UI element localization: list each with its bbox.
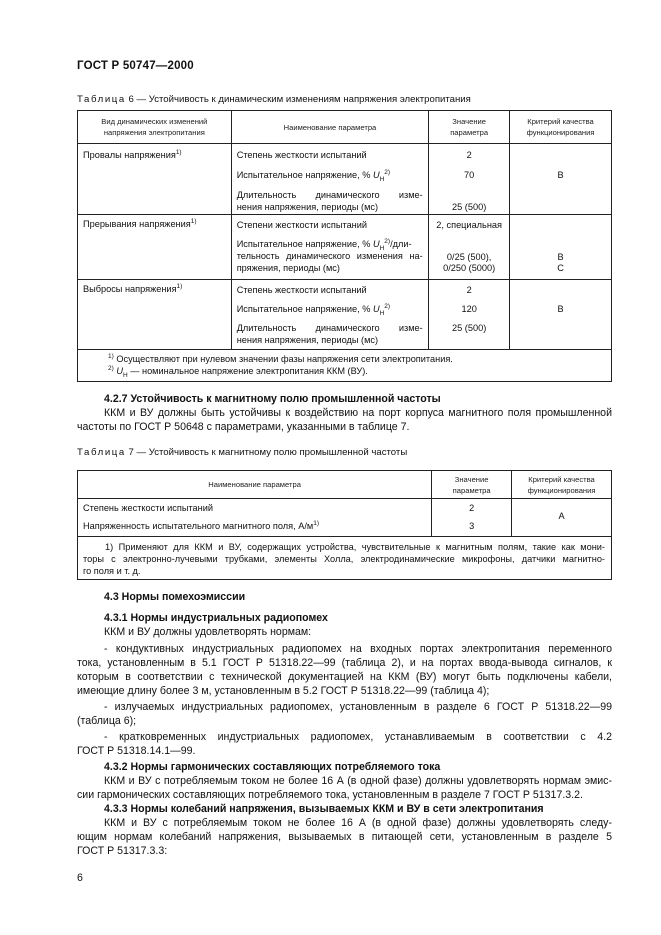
table7-caption-word: Таблица — [77, 447, 126, 458]
table6-header-criterion: Критерий качества функционирования — [510, 111, 612, 144]
table6 — [77, 110, 612, 382]
table6-param-cell: Степень жесткости испытаний Испытательное напряжение, % $U_Н^{2)}$ Длительность динамического изме- нения напряжения, периоды (мс) — [231, 280, 429, 350]
document-header: ГОСТ Р 50747—2000 — [77, 60, 194, 72]
table6-footnotes-row — [78, 350, 612, 382]
section-4-3-3-title: 4.3.3 Нормы колебаний напряжения, вызываемых ККМ и ВУ в сети электропитания — [104, 803, 544, 815]
table6-row-interruptions — [78, 215, 612, 280]
table6-header-row — [78, 111, 612, 144]
table7-caption-text: 7 — Устойчивость к магнитному полю промышленной частоты — [128, 447, 408, 458]
table6-param-cell: Степени жесткости испытаний Испытательное напряжение, % $U_Н^{2)}/дли-$ тельность динамического изменения на- пряжения, периоды (мс) — [231, 215, 429, 280]
bullet1-line2: тока, установленным в 5.1 ГОСТ Р 51318.22—99 (таблица 2), и на портах ввода-вывода сигналов, к — [77, 657, 612, 669]
section-4-3-2-line1: ККМ и ВУ с потребляемым током не более 16 А (в одной фазе) должны удовлетворять нормам эмис- — [104, 775, 612, 787]
table7-caption — [77, 447, 407, 458]
section-4-3-2-line2: сии гармонических составляющих потребляемого тока, установленным в разделе 7 ГОСТ Р 51317.3.2. — [77, 789, 583, 801]
table7-header-row — [78, 471, 612, 499]
table6-value-cell: 2 120 25 (500) — [429, 280, 510, 350]
bullet3-line1: - кратковременных индустриальных радиопомех, устанавливаемым в соответствии с 4.2 — [104, 731, 612, 743]
table7-param-cell: Степень жесткости испытаний Напряженность испытательного магнитного поля, $А/м^{1)}$ — [78, 499, 432, 537]
table6-criterion-cell: В — [510, 144, 612, 215]
table7-criterion-cell: А — [512, 499, 612, 537]
section-4-3-3-line1: ККМ и ВУ с потребляемым током не более 16 А (в одной фазе) должны удовлетворять следу- — [104, 817, 612, 829]
section-4-2-7-line2: частоты по ГОСТ Р 50648 с параметрами, указанными в таблице 7. — [77, 421, 410, 433]
table6-header-param: Наименование параметра — [231, 111, 429, 144]
bullet1-line3: которым в соответствии с технической документацией на ККМ (ВУ) могут быть подключены кабели, — [77, 671, 612, 683]
table6-caption — [77, 94, 471, 105]
section-4-2-7-title: 4.2.7 Устойчивость к магнитному полю промышленной частоты — [104, 393, 441, 405]
table6-value-cell: 2, специальная 0/25 (500), 0/250 (5000) — [429, 215, 510, 280]
page-number: 6 — [77, 872, 83, 884]
bullet2-line2: (таблица 6); — [77, 715, 137, 727]
bullet1-line4: имеющие длину более 3 м, установленным в 5.2 ГОСТ Р 51318.22—99 (таблица 4); — [77, 685, 490, 697]
section-4-2-7-line1: ККМ и ВУ должны быть устойчивы к воздействию на порт корпуса магнитного поля промышленной — [104, 407, 612, 419]
table6-header-type: Вид динамических изменений напряжения электропитания — [78, 111, 232, 144]
table6-type-cell: Выбросы напряжения$^{1)}$ — [78, 280, 232, 350]
table7-note-row — [78, 537, 612, 580]
table7-header-criterion: Критерий качества функционирования — [512, 471, 612, 499]
table7-value-cell: 2 3 — [432, 499, 512, 537]
table6-caption-word: Таблица — [77, 94, 126, 105]
section-4-3-3-line2: ющим нормам колебаний напряжения, вызываемых в питающей сети, установленным в разделе 5 — [77, 831, 612, 843]
section-4-3-2-title: 4.3.2 Нормы гармонических составляющих потребляемого тока — [104, 761, 441, 773]
bullet1-line1: - кондуктивных индустриальных радиопомех на входных портах электропитания переменного — [104, 643, 612, 655]
table7 — [77, 470, 612, 580]
table7-header-value: Значение параметра — [432, 471, 512, 499]
bullet2-line1: - излучаемых индустриальных радиопомех, установленным в разделе 6 ГОСТ Р 51318.22—99 — [104, 701, 612, 713]
table6-header-value: Значение параметра — [429, 111, 510, 144]
table6-criterion-cell: В — [510, 280, 612, 350]
section-4-3-1-intro: ККМ и ВУ должны удовлетворять нормам: — [104, 626, 312, 638]
table6-row-dips — [78, 144, 612, 215]
table6-type-cell: Прерывания напряжения$^{1)}$ — [78, 215, 232, 280]
table7-note: 1) Применяют для ККМ и ВУ, содержащих устройства, чувствительные к магнитным полям, такие как мони- торы с электронно-лучевыми трубками, элементы Холла, электродинамические микрофоны, датчики магнитно- го поля и т. д. — [78, 537, 612, 580]
table7-header-param: Наименование параметра — [78, 471, 432, 499]
table6-row-surges — [78, 280, 612, 350]
table6-value-cell: 2 70 25 (500) — [429, 144, 510, 215]
table6-criterion-cell: В С — [510, 215, 612, 280]
bullet3-line2: ГОСТ Р 51318.14.1—99. — [77, 745, 196, 757]
section-4-3-3-line3: ГОСТ Р 51317.3.3: — [77, 845, 168, 857]
table6-type-cell: Провалы напряжения$^{1)}$ — [78, 144, 232, 215]
table6-caption-text: 6 — Устойчивость к динамическим изменениям напряжения электропитания — [128, 94, 471, 105]
table7-data-row — [78, 499, 612, 537]
table6-footnotes: $^{1)}$ Осуществляют при нулевом значении фазы напряжения сети электропитания. $^{2)}$ $U_Н$ — номинальное напряжение электропитания ККМ (ВУ). — [78, 350, 612, 382]
section-4-3-title: 4.3 Нормы помехоэмиссии — [104, 591, 246, 603]
table6-param-cell: Степень жесткости испытаний Испытательное напряжение, % $U_Н^{2)}$ Длительность динамического изме- нения напряжения, периоды (мс) — [231, 144, 429, 215]
section-4-3-1-title: 4.3.1 Нормы индустриальных радиопомех — [104, 612, 328, 624]
